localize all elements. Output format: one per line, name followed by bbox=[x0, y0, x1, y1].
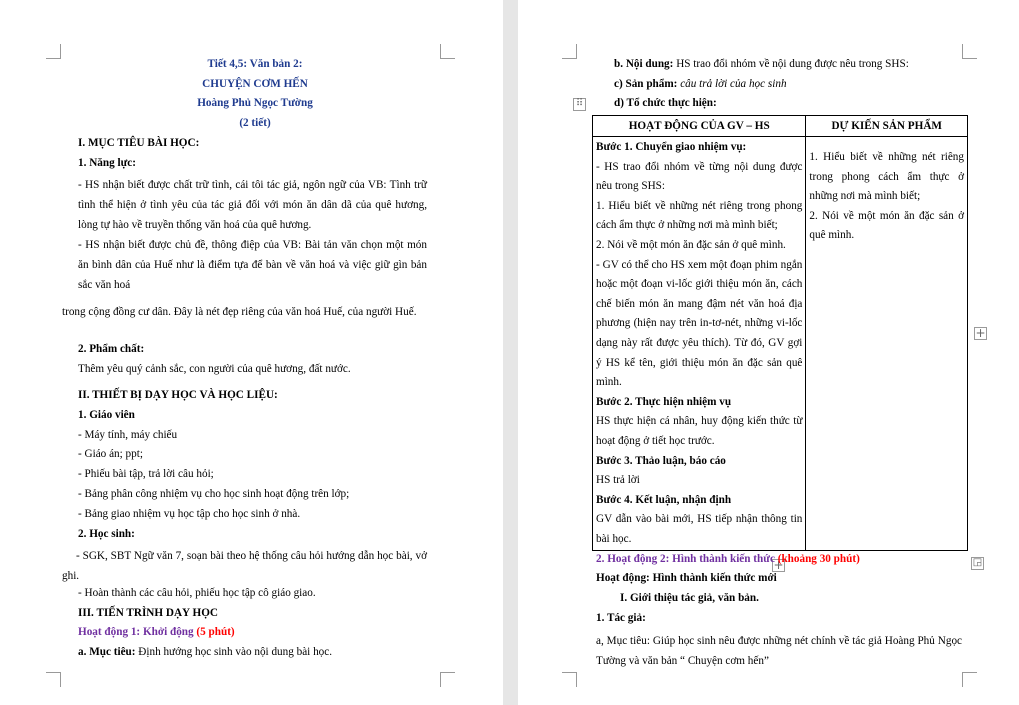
activity-2-time: (khoảng 30 phút) bbox=[777, 553, 860, 565]
crop-mark-top-right bbox=[962, 44, 977, 59]
plus-icon[interactable]: + bbox=[975, 326, 986, 340]
subheading-student: 2. Học sinh: bbox=[78, 528, 135, 540]
step-4-heading: Bước 4. Kết luận, nhận định bbox=[596, 493, 732, 506]
paragraph-competence-1: - HS nhận biết được chất trữ tình, cái tôi tác giả, ngôn ngữ của VB: Tình trữ tình thể hiện ở tình yêu của tác giả đối với món ăn dân dã của quê hương, lòng tự hào về truyền thống văn hoá của quê hương. bbox=[78, 179, 427, 231]
objective-author-paragraph: a, Mục tiêu: Giúp học sinh nêu được những nét chính về tác giả Hoàng Phủ Ngọc Tường và văn bản “ Chuyện cơm hến” bbox=[596, 635, 962, 667]
objective-label: a. Mục tiêu: bbox=[78, 646, 136, 658]
document-page-right bbox=[518, 0, 1019, 705]
activity-table bbox=[592, 115, 968, 551]
lesson-title: Tiết 4,5: Văn bản 2: bbox=[207, 58, 303, 70]
subheading-teacher: 1. Giáo viên bbox=[78, 409, 135, 421]
duration: (2 tiết) bbox=[239, 117, 271, 129]
step-2-heading: Bước 2. Thực hiện nhiệm vụ bbox=[596, 395, 732, 408]
paragraph-student-1: - SGK, SBT Ngữ văn 7, soạn bài theo hệ thống câu hỏi hướng dẫn học bài, vở ghi. bbox=[62, 550, 427, 582]
paragraph-student-2: - Hoàn thành các câu hỏi, phiếu học tập cô giáo giao. bbox=[78, 587, 316, 599]
move-handle-icon[interactable]: ⠿ bbox=[573, 98, 586, 111]
resize-handle-icon[interactable]: ◲ bbox=[972, 557, 983, 568]
step-1-text: 2. Nói về một món ăn đặc sản ở quê mình. bbox=[596, 238, 786, 251]
step-1-heading: Bước 1. Chuyển giao nhiệm vụ: bbox=[596, 141, 747, 153]
product-text-1: 1. Hiểu biết về những nét riêng trong phong cách ẩm thực ở những nơi mà mình biết; bbox=[809, 151, 964, 203]
content-text: HS trao đổi nhóm về nội dung được nêu trong SHS: bbox=[673, 58, 909, 70]
product-text: câu trả lời của học sinh bbox=[677, 78, 787, 90]
activity-2-title: 2. Hoạt động 2: Hình thành kiến thức bbox=[596, 553, 775, 565]
crop-mark-top-left bbox=[46, 44, 61, 59]
step-3-text: HS trả lời bbox=[596, 474, 640, 487]
crop-mark-bottom-right bbox=[440, 672, 455, 687]
work-title: CHUYỆN CƠM HẾN bbox=[202, 78, 308, 90]
step-4-text: GV dẫn vào bài mới, HS tiếp nhận thông tin bài học. bbox=[596, 513, 803, 545]
list-item: - Máy tính, máy chiếu bbox=[78, 429, 178, 441]
step-3-heading: Bước 3. Thảo luận, báo cáo bbox=[596, 454, 726, 467]
product-text-2: 2. Nói về một món ăn đặc sản ở quê mình. bbox=[809, 209, 964, 242]
crop-mark-bottom-right bbox=[962, 672, 977, 687]
table-cell-activities[interactable] bbox=[593, 137, 806, 551]
activity-2-subheading: Hoạt động: Hình thành kiến thức mới bbox=[596, 572, 777, 584]
author-name: Hoàng Phủ Ngọc Tường bbox=[197, 97, 313, 109]
section-heading-process: III. TIẾN TRÌNH DẠY HỌC bbox=[78, 607, 218, 619]
section-heading-equipment: II. THIẾT BỊ DẠY HỌC VÀ HỌC LIỆU: bbox=[78, 389, 278, 401]
table-header-activities: HOẠT ĐỘNG CỦA GV – HS bbox=[593, 116, 806, 137]
content-line bbox=[614, 57, 909, 71]
step-1-text: 1. Hiểu biết về những nét riêng trong phong cách ẩm thực ở những nơi mà mình biết; bbox=[596, 199, 803, 232]
content-label: b. Nội dung: bbox=[614, 58, 674, 70]
table-row bbox=[593, 137, 968, 551]
subheading-competence: 1. Năng lực: bbox=[78, 157, 136, 169]
table-header-row bbox=[593, 116, 968, 137]
plus-icon[interactable]: + bbox=[773, 558, 784, 572]
list-item: - Bảng phân công nhiệm vụ cho học sinh hoạt động trên lớp; bbox=[78, 488, 350, 500]
subheading-qualities: 2. Phẩm chất: bbox=[78, 343, 145, 355]
document-page-left bbox=[0, 0, 503, 705]
list-item: - Bảng giao nhiệm vụ học tập cho học sinh ở nhà. bbox=[78, 508, 301, 520]
step-1-text: - HS trao đổi nhóm về từng nội dung được nêu trong SHS: bbox=[596, 160, 803, 193]
activity-1-title: Hoạt động 1: Khởi động bbox=[78, 626, 194, 638]
activity-1-time: (5 phút) bbox=[196, 626, 235, 638]
activity-1-heading bbox=[78, 625, 235, 639]
product-line bbox=[614, 77, 787, 91]
objective-text: Định hướng học sinh vào nội dung bài học. bbox=[135, 646, 333, 658]
list-item: - Phiếu bài tập, trả lời câu hỏi; bbox=[78, 468, 214, 480]
subheading-author: 1. Tác giả: bbox=[596, 612, 646, 624]
objective-line bbox=[78, 645, 332, 659]
product-label: c) Sản phẩm: bbox=[614, 78, 678, 90]
step-2-text: HS thực hiện cá nhân, huy động kiến thức từ hoạt động ở tiết học trước. bbox=[596, 415, 803, 447]
list-item: - Giáo án; ppt; bbox=[78, 448, 143, 460]
crop-mark-bottom-left bbox=[562, 672, 577, 687]
organization-heading: d) Tổ chức thực hiện: bbox=[614, 97, 717, 109]
table-cell-products[interactable] bbox=[806, 137, 968, 551]
section-author-intro: I. Giới thiệu tác giả, văn bản. bbox=[620, 592, 759, 604]
activity-2-heading bbox=[596, 552, 860, 566]
crop-mark-bottom-left bbox=[46, 672, 61, 687]
crop-mark-top-left bbox=[562, 44, 577, 59]
paragraph-competence-2: - HS nhận biết được chủ đề, thông điệp của VB: Bài tản văn chọn một món ăn bình dân của Huế như là điểm tựa để bàn về văn hoá và việc giữ gìn bản sắc văn hoá bbox=[78, 239, 427, 291]
paragraph-qualities: Thêm yêu quý cảnh sắc, con người của quê hương, đất nước. bbox=[78, 363, 351, 375]
section-heading-objectives: I. MỤC TIÊU BÀI HỌC: bbox=[78, 137, 200, 149]
paragraph-culture: trong cộng đồng cư dân. Đây là nét đẹp riêng của văn hoá Huế, của người Huế. bbox=[62, 306, 417, 318]
table-header-expected-products: DỰ KIẾN SẢN PHẨM bbox=[806, 116, 968, 137]
step-1-text: - GV có thể cho HS xem một đoạn phim ngắn hoặc một đoạn vi-lốc giới thiệu món ăn, cách chế biến món ăn mang đậm nét văn hoá địa phương (hiện nay trên in-tơ-nét, những vi-lốc dạng này rất được yêu thích). Từ đó, GV gợi ý HS kể tên, giới thiệu món ăn đặc sản quê mình. bbox=[596, 258, 803, 389]
